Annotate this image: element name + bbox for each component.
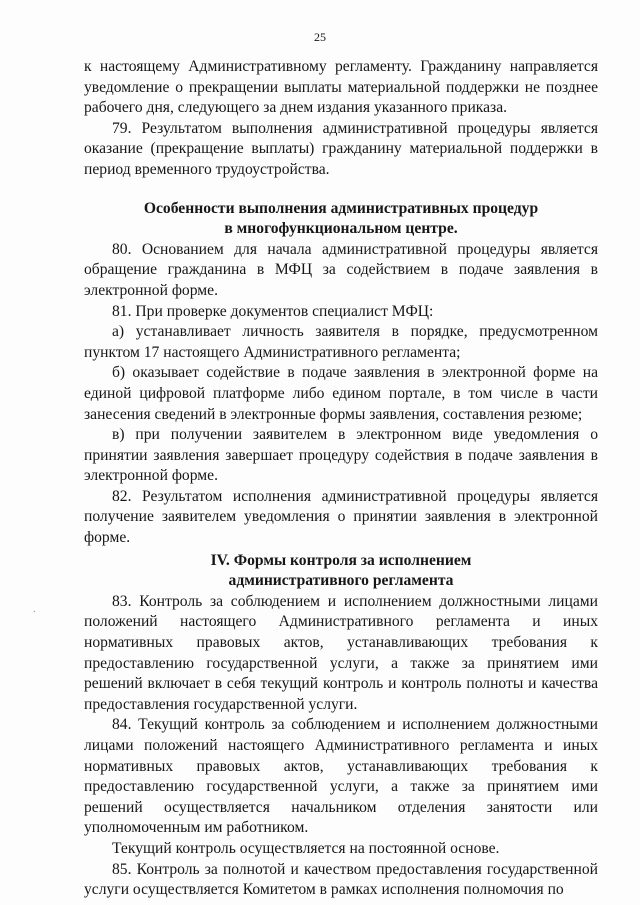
paragraph-84: 84. Текущий контроль за соблюдением и исполнением должностными лицами положений настоящего Административного регламента и иных нормативных правовых актов, устанавливающих требования к предоставлению государственной услуги, а также за принятием ими решений осуществляется начальником отделения занятости или уполномоченным им работником.: [84, 716, 598, 837]
margin-mark: .: [33, 604, 36, 615]
section-heading-mfc: [84, 199, 598, 240]
paragraph-83: 83. Контроль за соблюдением и исполнением должностными лицами положений настоящего Административного регламента и иных нормативных правовых актов, устанавливающих требования к предоставлению государственной услуги, а также за принятием ими решений включает в себя текущий контроль и контроль полноты и качества предоставления государственной услуги.: [84, 592, 598, 713]
page-number: 25: [314, 30, 326, 44]
paragraph-79: 79. Результатом выполнения административной процедуры является оказание (прекращение выплаты) гражданину материальной поддержки в период временного трудоустройства.: [84, 119, 598, 178]
paragraph-81-c: в) при получении заявителем в электронном виде уведомления о принятии заявления завершает процедуру содействия в подаче заявления в электронной форме.: [84, 426, 598, 485]
section-heading-mfc-line1: Особенности выполнения административных процедур: [143, 199, 539, 217]
paragraph-continuation: к настоящему Административному регламенту. Гражданину направляется уведомление о прекращении выплаты материальной поддержки не позднее рабочего дня, следующего за днем издания указанного приказа.: [84, 58, 598, 117]
paragraph-85: 85. Контроль за полнотой и качеством предоставления государственной услуги осуществляется Комитетом в рамках исполнения полномочия по: [84, 860, 598, 899]
paragraph-81-a: а) устанавливает личность заявителя в порядке, предусмотренном пунктом 17 настоящего Административного регламента;: [84, 323, 598, 361]
paragraph-82: 82. Результатом исполнения административной процедуры является получение заявителем уведомления о принятии заявления в электронной форме.: [84, 487, 598, 547]
paragraph-80: 80. Основанием для начала административной процедуры является обращение гражданина в МФЦ за содействием в подаче заявления в электронной форме.: [84, 240, 598, 299]
section-heading-iv-line2: административного регламента: [228, 572, 454, 590]
paragraph-81: 81. При проверке документов специалист МФЦ:: [112, 302, 434, 320]
section-heading-iv-line1: IV. Формы контроля за исполнением: [210, 551, 472, 569]
paragraph-84-continuous: Текущий контроль осуществляется на постоянной основе.: [112, 839, 500, 857]
section-heading-mfc-line2: в многофункциональном центре.: [224, 220, 458, 238]
section-heading-iv: [84, 551, 598, 592]
document-body: [84, 57, 598, 901]
paragraph-81-b: б) оказывает содействие в подаче заявления в электронной форме на единой цифровой платформе либо едином портале, в том числе в части занесения сведений в электронные формы заявления, составления резюме;: [84, 364, 598, 423]
